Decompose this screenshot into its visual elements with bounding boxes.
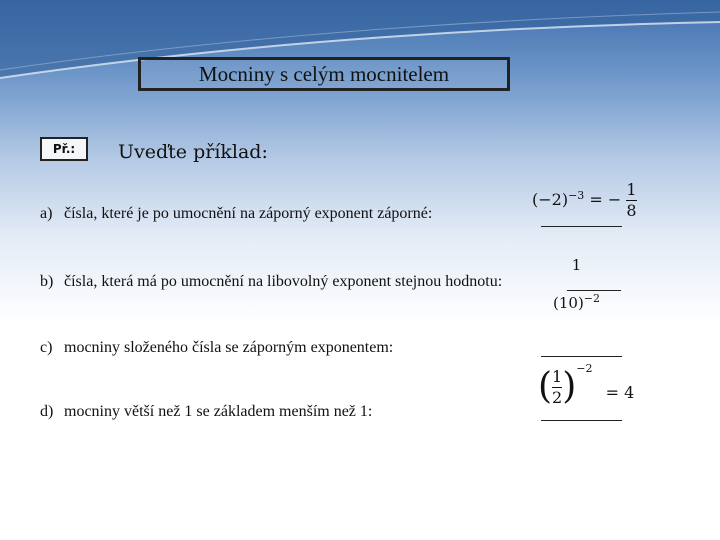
answer-b-denominator (553, 292, 600, 312)
answer-d-fraction (552, 366, 563, 407)
task-item-b (40, 273, 502, 291)
task-item-c (40, 339, 393, 357)
answer-b-fraction (553, 258, 600, 312)
task-item-d (40, 403, 372, 421)
slide-title (138, 57, 510, 91)
task-text: mocniny složeného čísla se záporným exponentem: (64, 339, 394, 356)
answer-d-numerator: 1 (552, 366, 563, 386)
answer-d-equals: = 4 (605, 383, 635, 402)
answer-a-denominator: 8 (626, 201, 637, 220)
right-paren: ) (562, 366, 577, 407)
answer-d-parenthesized (538, 366, 577, 407)
task-item-a (40, 205, 432, 223)
task-text: čísla, které je po umocnění na záporný exponent záporné: (64, 205, 433, 222)
answer-d-expression (538, 362, 634, 406)
answer-a-fraction (626, 182, 636, 219)
example-label: Př.: (40, 137, 88, 161)
answer-blank-d[interactable] (541, 420, 622, 421)
answer-a-exponent: −3 (568, 189, 585, 202)
answer-a-expression (532, 182, 637, 219)
task-mark: a) (40, 205, 53, 222)
slide-title-text: Mocniny s celým mocnitelem (198, 61, 450, 86)
left-paren: ( (538, 366, 553, 407)
task-text: mocniny větší než 1 se základem menším než 1: (64, 403, 373, 420)
answer-b-denominator-base: (10) (553, 294, 584, 312)
answer-a-numerator: 1 (626, 180, 637, 199)
answer-b-expression (553, 258, 600, 312)
answer-blank-c[interactable] (541, 356, 622, 357)
answer-b-numerator: 1 (571, 256, 582, 274)
answer-b-denominator-exponent: −2 (583, 292, 601, 305)
task-mark: c) (40, 339, 53, 356)
instruction-text: Uveďte příklad: (118, 141, 268, 163)
task-text: čísla, která má po umocnění na libovolný exponent stejnou hodnotu: (64, 273, 503, 290)
task-mark: b) (40, 273, 54, 290)
answer-a-base: (−2) (532, 190, 569, 209)
answer-a-equals: = − (589, 190, 622, 209)
answer-blank-a[interactable] (541, 226, 622, 227)
task-mark: d) (40, 403, 54, 420)
answer-d-exponent: −2 (576, 362, 593, 375)
answer-d-denominator: 2 (552, 387, 563, 407)
